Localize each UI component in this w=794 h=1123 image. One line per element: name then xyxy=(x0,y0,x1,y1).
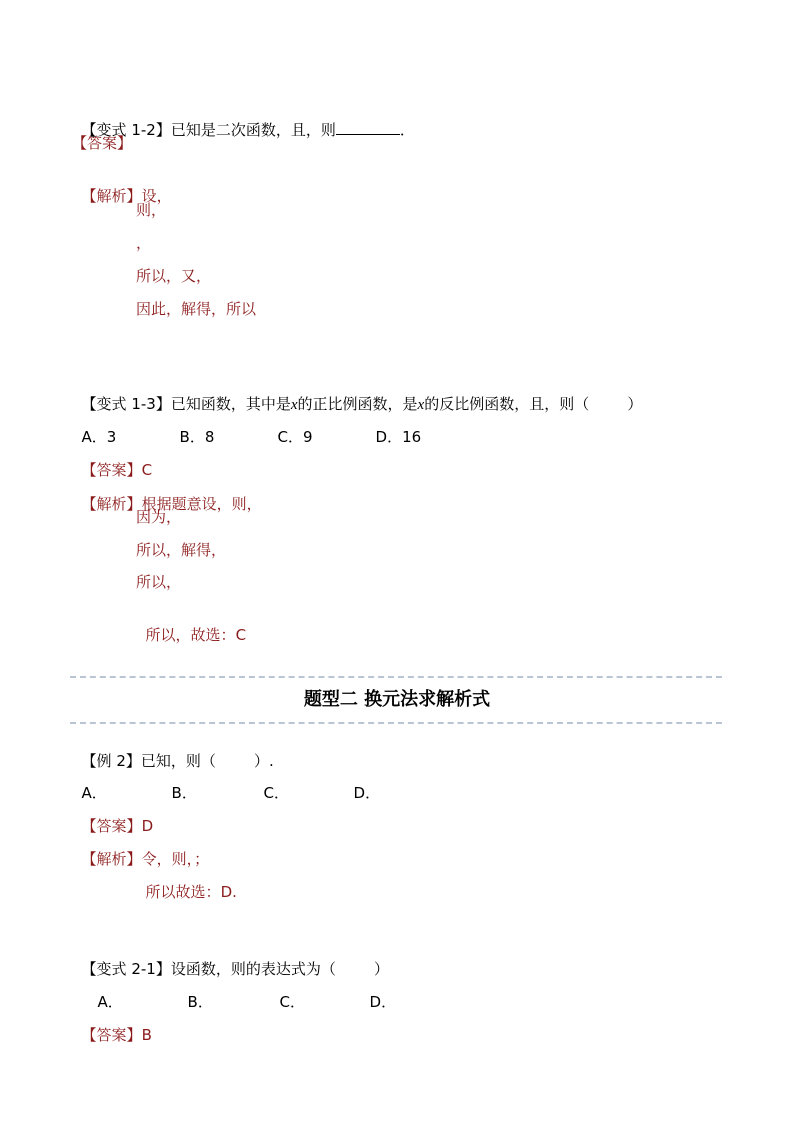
ex2-option-d: D． xyxy=(353,784,381,802)
q1-3-answer-value: C xyxy=(141,461,153,479)
q1-3-analysis-label: 【解析】 xyxy=(81,495,142,513)
section-divider-top xyxy=(70,676,722,678)
q1-2-answer-label: 【答案】 xyxy=(72,134,133,152)
q2-1-option-a: A． xyxy=(97,993,123,1011)
q1-3-step-2: 所以，解得， xyxy=(136,541,227,559)
q2-1-text: 设函数，则的表达式为（ ） xyxy=(170,960,389,978)
q1-3-step-4-answer: C xyxy=(235,626,247,644)
ex2-option-c: C． xyxy=(263,784,290,802)
q1-3-step-0: 根据题意设，则， xyxy=(141,495,262,513)
q1-2-step-4: 因此，解得，所以 xyxy=(136,300,257,318)
ex2-step-2 xyxy=(136,862,237,902)
q2-1-answer-value: B xyxy=(141,1026,152,1044)
q1-2-step-1: 则， xyxy=(136,201,167,219)
q1-2-end: ． xyxy=(399,121,415,139)
q2-1-option-c: C． xyxy=(279,993,306,1011)
section-divider-bottom xyxy=(70,722,722,724)
q1-3-step-4-text: 所以，故选： xyxy=(145,626,236,644)
q1-3-option-d: D．16 xyxy=(375,428,422,446)
q1-3-text2: 的正比例函数，是 xyxy=(297,395,418,413)
q2-1-answer-label: 【答案】 xyxy=(81,1026,142,1044)
q1-3-text: 已知函数，其中是 xyxy=(170,395,291,413)
q1-3-var-x2: x xyxy=(417,397,425,413)
ex2-step-2-answer: D. xyxy=(220,883,237,901)
q1-3-option-a: A．3 xyxy=(81,428,117,446)
q1-3-answer-label: 【答案】 xyxy=(81,461,142,479)
q1-3-step-3: 所以， xyxy=(136,573,182,591)
ex2-step-1: 令，则，； xyxy=(141,850,210,868)
q1-2-tag: 【变式 1-2】 xyxy=(81,121,171,139)
ex2-option-b: B． xyxy=(171,784,197,802)
q1-3-option-c: C．9 xyxy=(277,428,313,446)
q1-2-text: 已知是二次函数，且，则 xyxy=(170,121,336,139)
ex2-text: 已知，则（ ）. xyxy=(140,752,274,770)
q1-3-tag: 【变式 1-3】 xyxy=(81,395,171,413)
q1-2-step-0: 设， xyxy=(141,187,172,205)
q2-1-answer xyxy=(72,1005,152,1045)
q1-3-option-b: B．8 xyxy=(179,428,215,446)
q1-3-text3: 的反比例函数，且，则（ ） xyxy=(424,395,643,413)
q1-3-step-4 xyxy=(136,605,246,645)
q1-3-step-1: 因为， xyxy=(136,508,182,526)
q2-1-option-d: D． xyxy=(369,993,397,1011)
q2-1-tag: 【变式 2-1】 xyxy=(81,960,171,978)
section-heading: 题型二 换元法求解析式 xyxy=(303,689,491,710)
ex2-step-2-text: 所以故选： xyxy=(145,883,221,901)
q1-2-step-3: 所以，又， xyxy=(136,267,212,285)
q1-2-step-2: ， xyxy=(136,234,152,252)
ex2-answer-value: D xyxy=(141,817,154,835)
q1-3-var-x1: x xyxy=(290,397,298,413)
q2-1-option-b: B． xyxy=(187,993,213,1011)
ex2-answer-label: 【答案】 xyxy=(81,817,142,835)
ex2-option-a: A． xyxy=(81,784,107,802)
ex2-tag: 【例 2】 xyxy=(81,752,141,770)
ex2-analysis-label: 【解析】 xyxy=(81,850,142,868)
q1-2-blank xyxy=(336,120,400,135)
q1-2-analysis-label: 【解析】 xyxy=(81,187,142,205)
